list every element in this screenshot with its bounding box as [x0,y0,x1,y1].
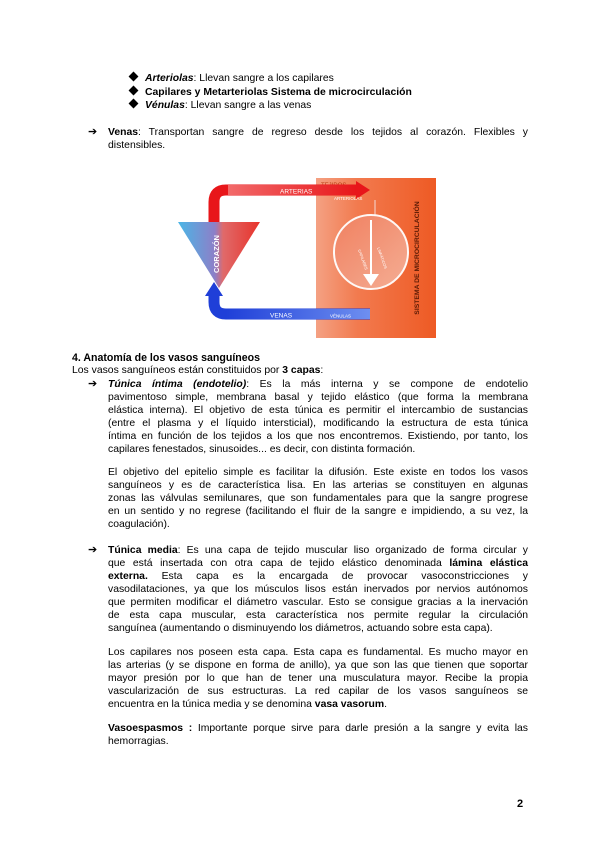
diamond-bullet-icon [129,72,139,82]
list-item-arteriolas: Arteriolas: Llevan sangre a los capilares [130,72,334,85]
label-linfaticos: LINFÁTICOS [376,246,388,270]
list-item-venulas: Vénulas: Llevan sangre a las venas [130,99,311,112]
label-capilares: CAPILARES [357,248,369,271]
label-corazon: CORAZÓN [212,235,221,273]
label-venulas: VÉNULAS [330,313,352,319]
arrow-bullet-icon: ➔ [88,126,98,138]
label-arterias: ARTERIAS [280,188,313,196]
vasoespasmos-paragraph: Vasoespasmos : Importante porque sirve para darle presión a la sangre y evita las hemorragias. [108,723,528,747]
label-arteriolas: ARTERIOLAS [334,196,363,201]
venas-line-2: distensibles. [108,140,166,151]
media-paragraph-2: Los capilares nos poseen esta capa. Esta capa es fundamental. Es mucho mayor en las arterias (y se dispone en forma de anillo), ya que son las que tienen que soportar mayor presión por lo que han de tener una musculatura mayor. Recibe la propia vascularización de sus estructuras. La red capilar de los vasos sanguíneos se encuentra en la túnica media y se denomina vasa vasorum. [108,647,528,710]
circulation-diagram [170,170,440,340]
arrow-bullet-icon: ➔ [88,378,98,390]
venas-line-1: Venas: Transportan sangre de regreso desde los tejidos al corazón. Flexibles y [108,127,528,138]
page-number: 2 [517,798,524,810]
section-intro: Los vasos sanguíneos están constituidos por 3 capas: [72,365,324,376]
label-sistema: SISTEMA DE MICROCIRCULACIÓN [414,201,421,315]
label-venas: VENAS [270,312,293,320]
list-item-capilares: Capilares y Metarteriolas Sistema de microcirculación [130,86,412,99]
media-paragraph: Túnica media: Es una capa de tejido muscular liso organizado de forma circular y que está insertada con otra capa de tejido elástico denominada lámina elástica externa. Esta capa es la encargada de provocar vasoconstricciones y vasodilataciones, ya que los músculos lisos están inervados por nervios autónomos que permiten modificar el diámetro vascular. Esto se consigue gracias a la inervación de esta capa muscular, esta característica nos permite regular la circulación sanguínea (aumentando o disminuyendo los diámetros, actuando sobre esta capa). [108,545,529,634]
section-title: 4. Anatomía de los vasos sanguíneos [72,352,260,364]
diamond-bullet-icon [129,86,139,96]
intima-paragraph: Túnica íntima (endotelio): Es la más interna y se compone de endotelio pavimentoso simple, membrana basal y tejido elástico (que forma la membrana elástica interna). El objetivo de esta túnica es permitir el intercambio de sustancias (entre el plasma y el líquido intersticial), modificando la estructura de esta túnica íntima en función de los tejidos a los que nos encontremos. Existiendo, por tanto, los capilares fenestados, sinusoides... es decir, con distinta formación. [108,379,528,455]
arrow-bullet-icon: ➔ [88,544,98,556]
intima-paragraph-2: El objetivo del epitelio simple es facilitar la difusión. Este existe en todos los vasos sanguíneos y es de característica lisa. En las arterias se constituyen en algunas zonas las válvulas semilunares, que son fundamentales para que la sangre progrese en un sentido y no regrese (facilitando el fluir de la sangre e impidiendo, a su vez, la coagulación). [108,467,528,530]
diamond-bullet-icon [129,99,139,109]
